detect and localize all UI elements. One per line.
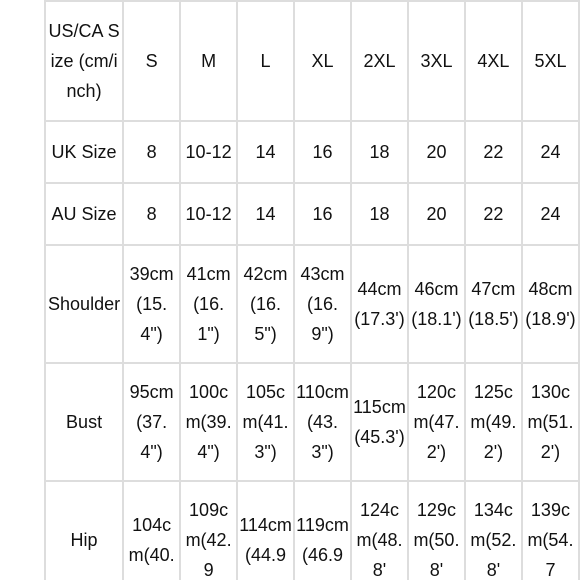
table-cell: 22 (466, 184, 521, 244)
table-row-hip (46, 482, 578, 580)
row-label-hip: Hip (46, 482, 122, 580)
table-cell: 124cm(48.8' (352, 482, 407, 580)
size-header-4xl: 4XL (466, 2, 521, 120)
size-header-l: L (238, 2, 293, 120)
size-chart-table (44, 0, 580, 580)
table-cell: 10-12 (181, 122, 236, 182)
table-cell: 22 (466, 122, 521, 182)
header-label-cell: US/CA Size (cm/inch) (46, 2, 122, 120)
header-row (46, 2, 578, 120)
table-cell: 110cm(43.3") (295, 364, 350, 480)
table-cell: 139cm(54.7 (523, 482, 578, 580)
table-cell: 39cm(15.4") (124, 246, 179, 362)
table-cell: 48cm(18.9') (523, 246, 578, 362)
table-cell: 10-12 (181, 184, 236, 244)
row-label-bust: Bust (46, 364, 122, 480)
table-cell: 120cm(47.2') (409, 364, 464, 480)
size-header-s: S (124, 2, 179, 120)
table-row-au-size (46, 184, 578, 244)
table-cell: 8 (124, 122, 179, 182)
table-cell: 47cm(18.5') (466, 246, 521, 362)
table-cell: 41cm(16.1") (181, 246, 236, 362)
table-cell: 114cm(44.9 (238, 482, 293, 580)
table-row-bust (46, 364, 578, 480)
table-cell: 14 (238, 184, 293, 244)
table-cell: 119cm(46.9 (295, 482, 350, 580)
table-cell: 16 (295, 184, 350, 244)
table-row-uk-size (46, 122, 578, 182)
size-header-2xl: 2XL (352, 2, 407, 120)
size-chart (44, 0, 580, 580)
size-header-m: M (181, 2, 236, 120)
table-cell: 24 (523, 184, 578, 244)
size-header-xl: XL (295, 2, 350, 120)
table-cell: 105cm(41.3") (238, 364, 293, 480)
table-cell: 20 (409, 122, 464, 182)
table-cell: 18 (352, 122, 407, 182)
table-cell: 44cm(17.3') (352, 246, 407, 362)
table-cell: 95cm(37.4") (124, 364, 179, 480)
table-cell: 125cm(49.2') (466, 364, 521, 480)
table-cell: 8 (124, 184, 179, 244)
table-cell: 134cm(52.8' (466, 482, 521, 580)
table-cell: 20 (409, 184, 464, 244)
table-cell: 104cm(40. (124, 482, 179, 580)
table-cell: 18 (352, 184, 407, 244)
table-cell: 100cm(39.4") (181, 364, 236, 480)
size-header-5xl: 5XL (523, 2, 578, 120)
row-label-au-size: AU Size (46, 184, 122, 244)
table-cell: 42cm(16.5") (238, 246, 293, 362)
size-header-3xl: 3XL (409, 2, 464, 120)
table-cell: 16 (295, 122, 350, 182)
table-cell: 109cm(42.9 (181, 482, 236, 580)
row-label-uk-size: UK Size (46, 122, 122, 182)
table-row-shoulder (46, 246, 578, 362)
table-cell: 129cm(50.8' (409, 482, 464, 580)
table-cell: 115cm(45.3') (352, 364, 407, 480)
table-cell: 46cm(18.1') (409, 246, 464, 362)
table-cell: 24 (523, 122, 578, 182)
table-cell: 43cm(16.9") (295, 246, 350, 362)
table-cell: 130cm(51.2') (523, 364, 578, 480)
table-cell: 14 (238, 122, 293, 182)
row-label-shoulder: Shoulder (46, 246, 122, 362)
